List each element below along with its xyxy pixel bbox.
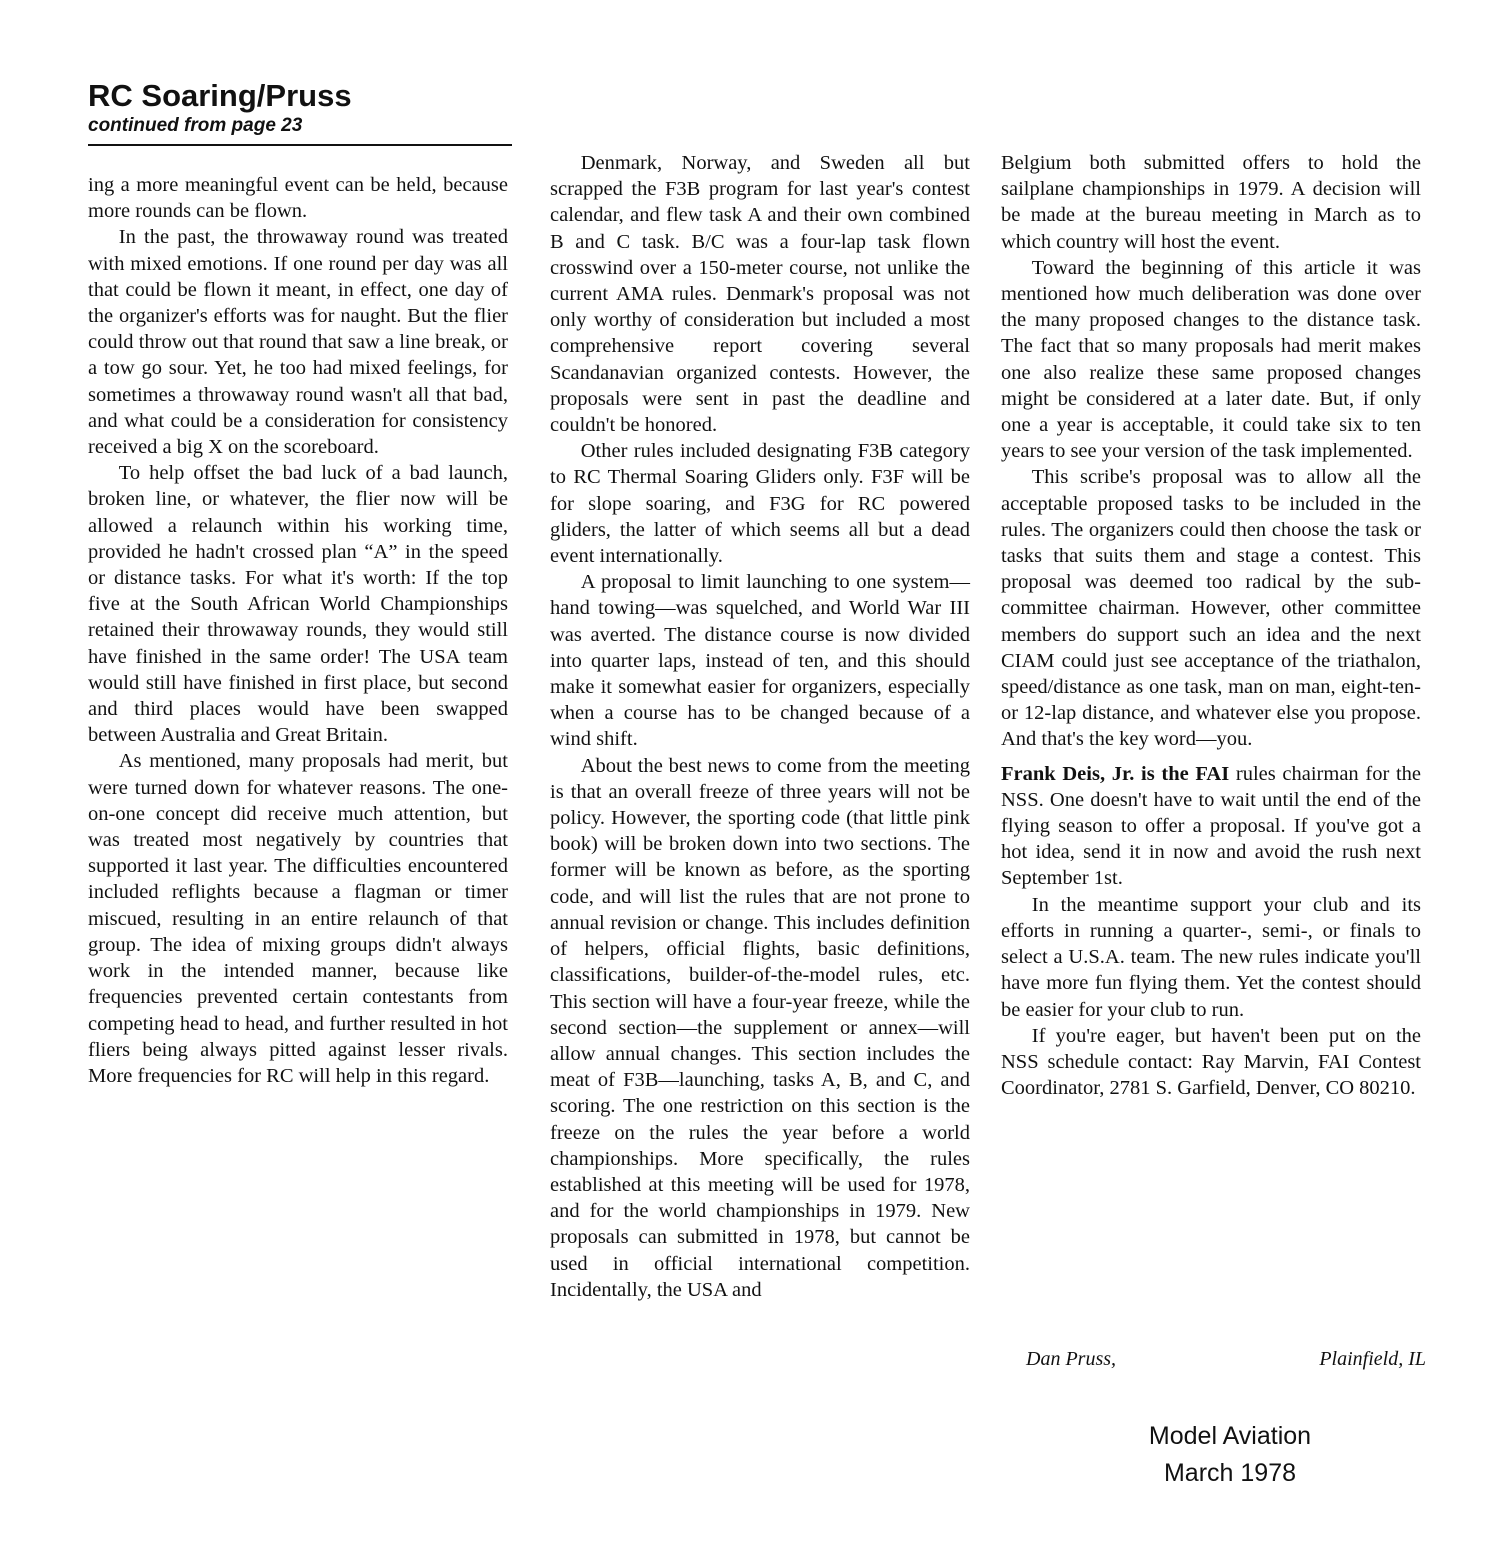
text-column-1 (88, 172, 508, 1089)
paragraph: ing a more meaningful event can be held, because more rounds can be flown. (88, 174, 508, 223)
article-header (88, 78, 512, 138)
contact-paragraph: If you're eager, but haven't been put on the NSS schedule contact: Ray Marvin, FAI Contest Coordinator, 2781 S. Garfield, Denver, CO 80210. (1001, 1024, 1421, 1100)
text-column-3 (1001, 150, 1421, 1101)
paragraph: Denmark, Norway, and Sweden all but scrapped the F3B program for last year's contest calendar, and flew task A and their own combined B and C task. B/C was a four-lap task flown crosswind over a 150-meter course, not unlike the current AMA rules. Denmark's proposal was not only worthy of consideration but included a most comprehensive report covering several Scandanavian organized contests. However, the proposals were sent in past the deadline and couldn't be honored. (550, 152, 970, 437)
paragraph: About the best news to come from the meeting is that an overall freeze of three years will not be policy. However, the sporting code (that little pink book) will be broken down into two sections. The former will be known as before, as the sporting code, and will list the rules that are not prone to annual revision or change. This includes definition of helpers, official flights, basic definitions, classifications, builder-of-the-model rules, etc. This section will have a four-year freeze, while the second section—the supplement or annex—will allow annual changes. This section includes the meat of F3B—launching, tasks A, B, and C, and scoring. The one restriction on this section is the freeze on the rules the year before a world championships. More specifically, the rules established at this meeting will be used for 1978, and for the world championships in 1979. New proposals can submitted in 1978, but cannot be used in official international competition. Incidentally, the USA and (550, 754, 970, 1301)
author-bio-lead: Frank Deis, Jr. is the FAI (1001, 762, 1230, 785)
author-bio-text: rules chairman for the NSS. One doesn't have to wait until the end of the flying season to offer a proposal. If you've got a hot idea, send it in now and avoid the rush next September 1st. (1001, 762, 1421, 890)
paragraph: As mentioned, many proposals had merit, but were turned down for whatever reasons. The one-on-one concept did receive much attention, but was treated most negatively by countries that supported it last year. The difficulties encountered included reflights because a flagman or timer miscued, resulting in an entire relaunch of that group. The idea of mixing groups didn't always work in the intended manner, because like frequencies prevented certain contestants from competing head to head, and further resulted in hot fliers being always pitted against lesser rivals. More frequencies for RC will help in this regard. (88, 750, 508, 1087)
author-name: Dan Pruss, (1026, 1348, 1117, 1370)
author-bio (1001, 761, 1421, 892)
closing-paragraph: In the meantime support your club and its efforts in running a quarter-, semi-, or finals to select a U.S.A. team. The new rules indicate you'll have more fun flying them. Yet the contest should be easier for your club to run. (1001, 893, 1421, 1021)
continued-note: continued from page 23 (88, 115, 303, 136)
column-3-paragraphs (1001, 150, 1421, 753)
signature (1026, 1346, 1426, 1372)
paragraph: Other rules included designating F3B category to RC Thermal Soaring Gliders only. F3F will be for slope soaring, and F3G for RC powered gliders, the latter of which seems all but a dead event internationally. (550, 440, 970, 568)
column-title: RC Soaring/Pruss (88, 78, 352, 113)
header-divider (88, 144, 512, 146)
author-location: Plainfield, IL (1319, 1348, 1426, 1370)
issue-date: March 1978 (1163, 1459, 1297, 1487)
paragraph: In the past, the throwaway round was treated with mixed emotions. If one round per day was all that could be flown it meant, in effect, one day of the organizer's efforts was for naught. But the flier could throw out that round that saw a line break, or a tow go sour. Yet, he too had mixed feelings, for sometimes a throwaway round wasn't all that bad, and what could be a consideration for consistency received a big X on the scoreboard. (88, 226, 508, 459)
paragraph: A proposal to limit launching to one system—hand towing—was squelched, and World War III was averted. The distance course is now divided into quarter laps, instead of ten, and this should make it somewhat easier for organizers, especially when a course has to be changed because of a wind shift. (550, 571, 970, 751)
page-footer (1090, 1418, 1370, 1492)
text-column-2 (550, 150, 970, 1303)
paragraph: This scribe's proposal was to allow all the acceptable proposed tasks to be included in the rules. The organizers could then choose the task or tasks that suits them and stage a contest. This proposal was deemed too radical by the sub-committee chairman. However, other committee members do support such an idea and the next CIAM could just see acceptance of the triathalon, speed/distance as one task, man on man, eight-ten- or 12-lap distance, and whatever else you propose. And that's the key word—you. (1001, 466, 1421, 751)
magazine-name: Model Aviation (1148, 1422, 1312, 1450)
paragraph: Toward the beginning of this article it was mentioned how much deliberation was done over the many proposed changes to the distance task. The fact that so many proposals had merit makes one also realize these same proposed changes might be considered at a later date. But, if only one a year is acceptable, it could take six to ten years to see your version of the task implemented. (1001, 256, 1421, 463)
paragraph: To help offset the bad luck of a bad launch, broken line, or whatever, the flier now will be allowed a relaunch within his working time, provided he hadn't crossed plan “A” in the speed or distance tasks. For what it's worth: If the top five at the South African World Championships retained their throwaway rounds, they would still have finished in the same order! The USA team would still have finished in first place, but second and third places would have been swapped between Australia and Great Britain. (88, 462, 508, 747)
paragraph: Belgium both submitted offers to hold the sailplane championships in 1979. A decision will be made at the bureau meeting in March as to which country will host the event. (1001, 152, 1421, 253)
